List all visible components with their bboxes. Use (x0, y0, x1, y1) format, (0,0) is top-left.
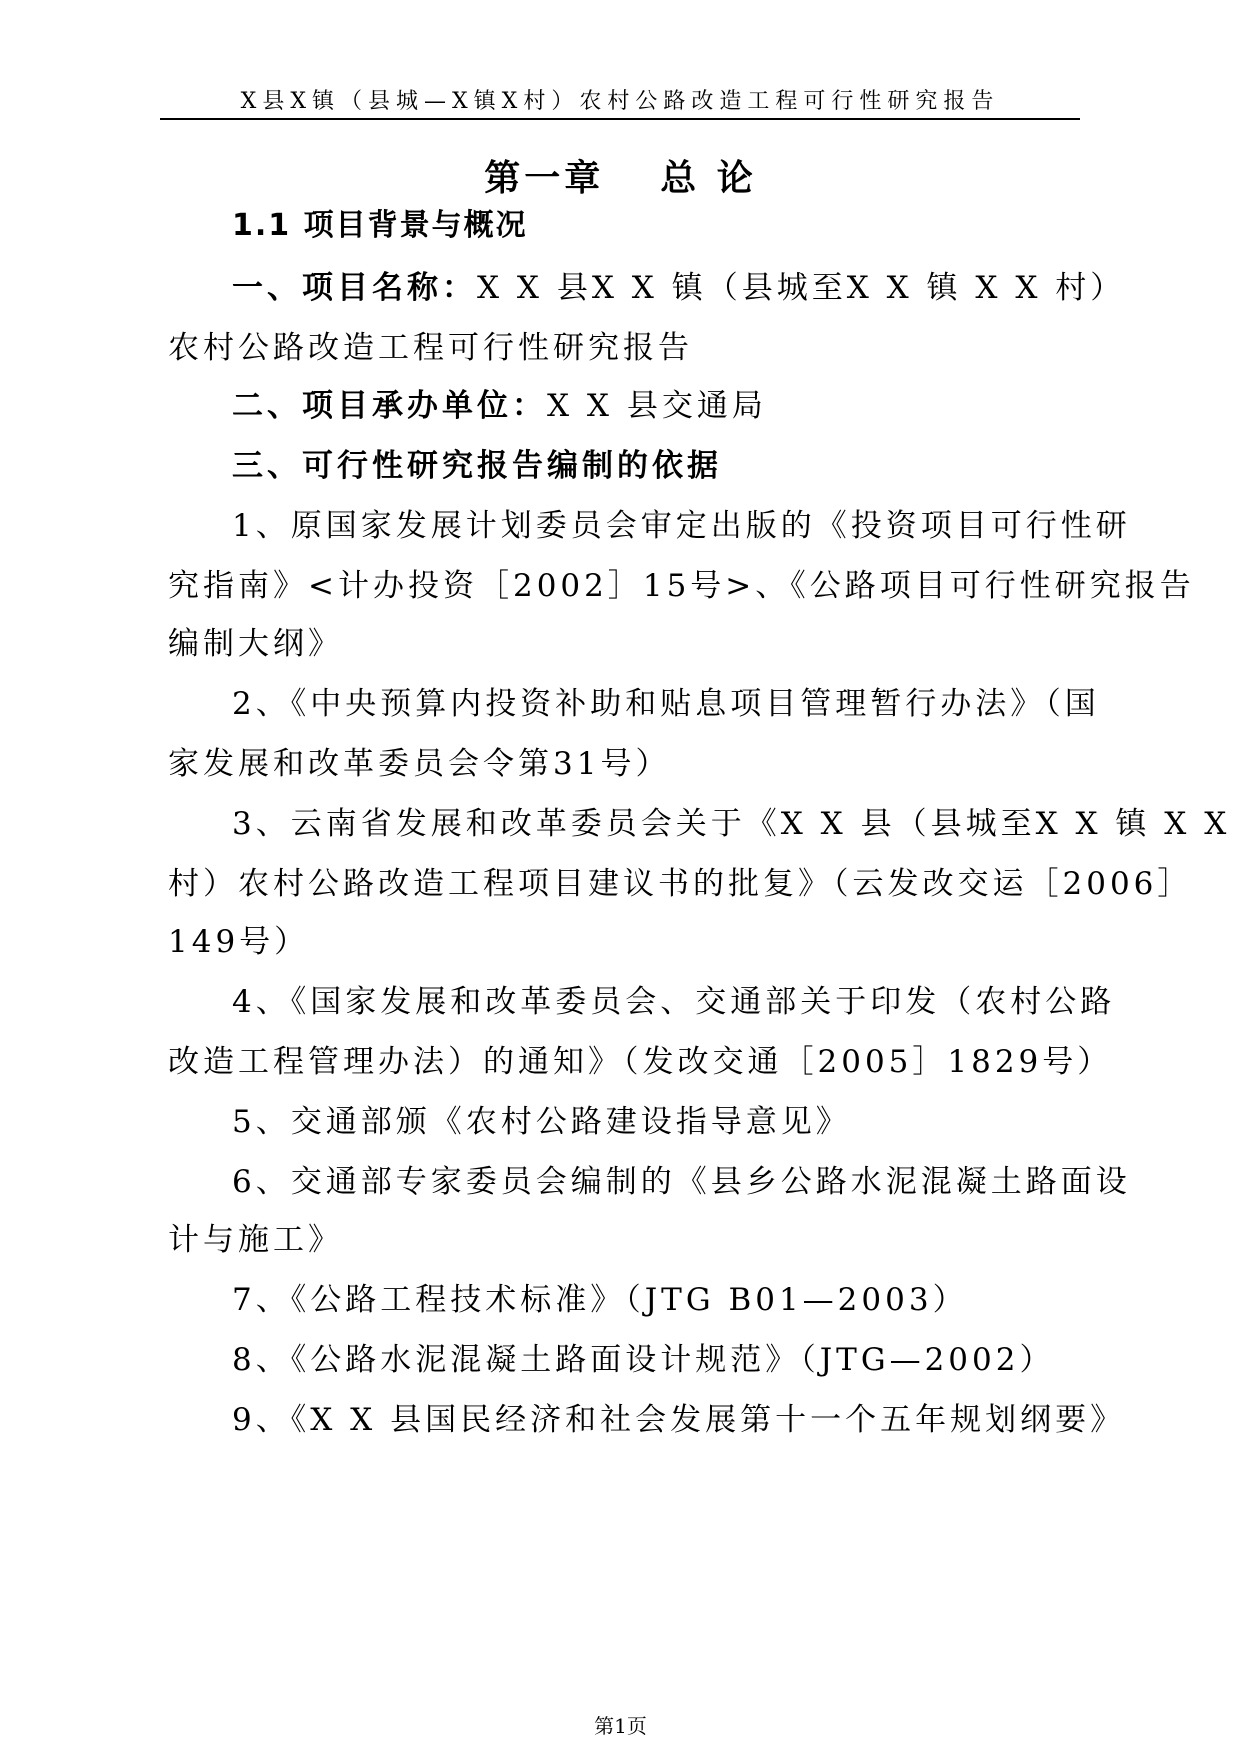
basis-line: 1、原国家发展计划委员会审定出版的《投资项目可行性研 (232, 508, 1131, 544)
basis-line: 3、云南省发展和改革委员会关于《X X 县（县城至X X 镇 X X (232, 806, 1231, 842)
page-number: 第1页 (594, 1714, 647, 1738)
section-heading: 1.1 项目背景与概况 (232, 208, 528, 243)
basis-line: 究指南》<计办投资［2002］15号>、《公路项目可行性研究报告 (168, 568, 1195, 604)
basis-line: 2、《中央预算内投资补助和贴息项目管理暂行办法》（国 (232, 686, 1100, 722)
basis-line: 9、《X X 县国民经济和社会发展第十一个五年规划纲要》 (232, 1402, 1126, 1438)
basis-line: 编制大纲》 (168, 626, 343, 662)
basis-line: 8、《公路水泥混凝土路面设计规范》（JTG—2002） (232, 1342, 1055, 1378)
basis-line: 家发展和改革委员会令第31号） (168, 746, 671, 782)
item-project-name (232, 262, 1125, 307)
basis-line: 4、《国家发展和改革委员会、交通部关于印发（农村公路 (232, 984, 1116, 1020)
header-rule (160, 118, 1080, 120)
basis-line: 149号） (168, 924, 310, 960)
basis-line: 改造工程管理办法）的通知》（发改交通［2005］1829号） (168, 1044, 1113, 1080)
chapter-title (0, 150, 1241, 201)
basis-line: 6、交通部专家委员会编制的《县乡公路水泥混凝土路面设 (232, 1164, 1131, 1200)
basis-line: 5、交通部颁《农村公路建设指导意见》 (232, 1104, 851, 1140)
item-label: 一、项目名称： (232, 270, 477, 306)
item-project-name-cont: 农村公路改造工程可行性研究报告 (168, 330, 693, 366)
basis-line: 计与施工》 (168, 1222, 343, 1258)
item-label: 二、项目承办单位： (232, 388, 547, 424)
item-undertaker (232, 380, 767, 425)
basis-line: 村）农村公路改造工程项目建议书的批复》（云发改交运［2006］ (168, 866, 1193, 902)
basis-line: 7、《公路工程技术标准》（JTG B01—2003） (232, 1282, 968, 1318)
chapter-label: 第一章 (484, 158, 605, 199)
item-basis-heading: 三、可行性研究报告编制的依据 (232, 448, 722, 484)
chapter-name: 总 论 (660, 158, 757, 199)
item-value: X X 县交通局 (547, 388, 767, 424)
item-value: X X 县X X 镇（县城至X X 镇 X X 村） (477, 270, 1126, 306)
running-header: X县X镇（县城—X镇X村）农村公路改造工程可行性研究报告 (240, 89, 1000, 114)
